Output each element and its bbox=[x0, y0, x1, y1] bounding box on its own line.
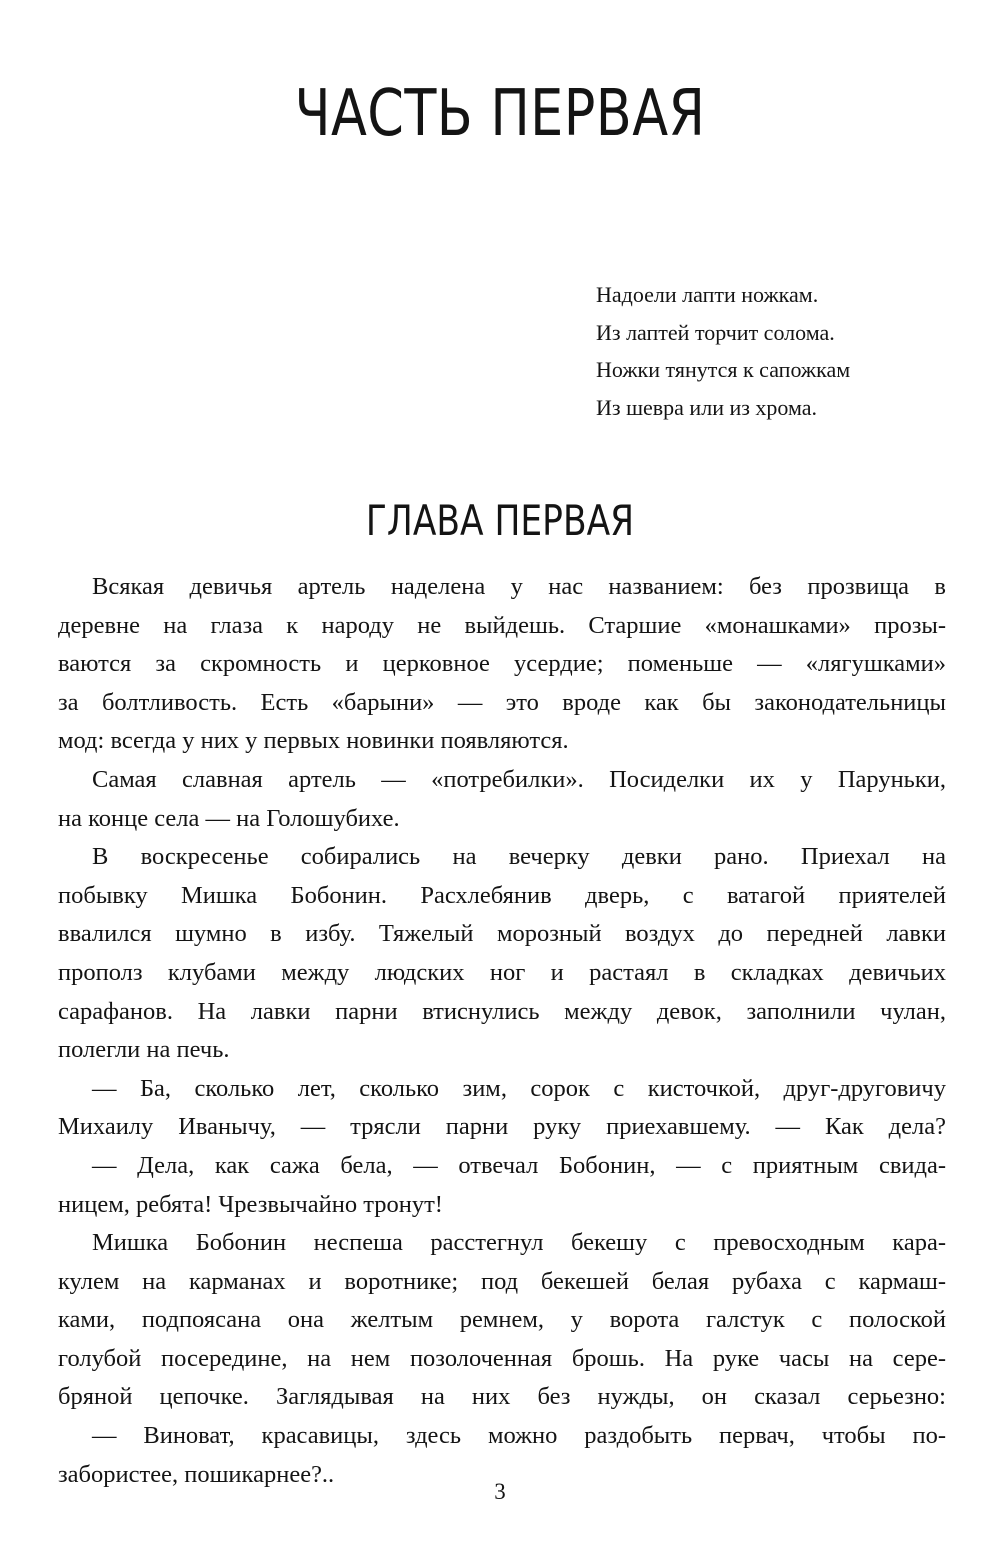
text-line: на конце села — на Голошубихе. bbox=[58, 804, 400, 832]
text-line: бряной цепочке. Заглядывая на них без нужды, он сказал серьезно: bbox=[58, 1383, 946, 1411]
chapter-title: ГЛАВА ПЕРВАЯ bbox=[365, 496, 635, 545]
page-number: 3 bbox=[494, 1479, 506, 1504]
epigraph-line: Из лаптей торчит солома. bbox=[596, 319, 835, 345]
epigraph-line: Из шевра или из хрома. bbox=[596, 394, 818, 420]
text-line: деревне на глаза к народу не выйдешь. Старшие «монашками» прозы- bbox=[58, 611, 946, 639]
text-line: — Дела, как сажа бела, — отвечал Бобонин, — с приятным свида- bbox=[92, 1151, 946, 1179]
text-line: прополз клубами между людских ног и растаял в складках девичьих bbox=[58, 958, 946, 986]
text-line: кулем на карманах и воротнике; под бекешей белая рубаха с кармаш- bbox=[58, 1267, 946, 1295]
text-line: за болтливость. Есть «барыни» — это вроде как бы законодательницы bbox=[58, 688, 946, 716]
chapter-body-text bbox=[58, 568, 946, 1494]
text-line: Михаилу Иванычу, — трясли парни руку приехавшему. — Как дела? bbox=[58, 1113, 946, 1141]
epigraph-line: Ножки тянутся к сапожкам bbox=[596, 357, 851, 382]
text-line: ницем, ребята! Чрезвычайно тронут! bbox=[58, 1190, 443, 1218]
part-title: ЧАСТЬ ПЕРВАЯ bbox=[294, 77, 706, 151]
epigraph bbox=[596, 276, 976, 426]
text-line: побывку Мишка Бобонин. Расхлебянив дверь, с ватагой приятелей bbox=[58, 881, 946, 909]
text-line: — Ба, сколько лет, сколько зим, сорок с кисточкой, друг-друговичу bbox=[92, 1074, 946, 1102]
text-line: Мишка Бобонин неспеша расстегнул бекешу с превосходным кара- bbox=[92, 1229, 946, 1257]
text-line: сарафанов. На лавки парни втиснулись между девок, заполнили чулан, bbox=[58, 997, 946, 1025]
text-line: забористее, пошикарнее?.. bbox=[58, 1460, 335, 1488]
text-line: ввалился шумно в избу. Тяжелый морозный воздух до передней лавки bbox=[58, 920, 946, 948]
text-line: голубой посередине, на нем позолоченная брошь. На руке часы на сере- bbox=[58, 1344, 946, 1372]
text-line: — Виноват, красавицы, здесь можно раздобыть первач, чтобы по- bbox=[92, 1422, 946, 1450]
epigraph-line: Надоели лапти ножкам. bbox=[596, 282, 819, 307]
text-line: ками, подпоясана она желтым ремнем, у ворота галстук с полоской bbox=[58, 1306, 946, 1334]
text-line: мод: всегда у них у первых новинки появляются. bbox=[58, 727, 569, 755]
text-line: Всякая девичья артель наделена у нас названием: без прозвища в bbox=[92, 573, 946, 600]
text-line: полегли на печь. bbox=[58, 1036, 230, 1064]
text-line: В воскресенье собирались на вечерку девки рано. Приехал на bbox=[92, 843, 946, 871]
text-line: ваются за скромность и церковное усердие; поменьше — «лягушками» bbox=[58, 650, 946, 678]
text-line: Самая славная артель — «потребилки». Посиделки их у Паруньки, bbox=[92, 765, 946, 793]
